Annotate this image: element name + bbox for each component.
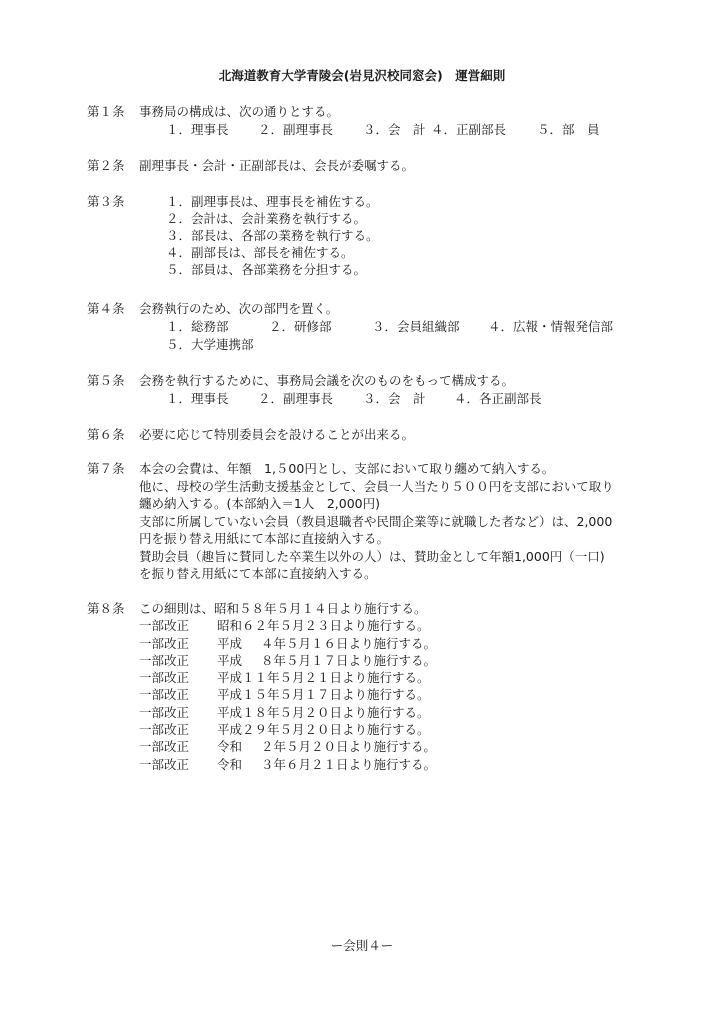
item-list (87, 318, 684, 336)
list-item: １．理事長 (166, 391, 229, 406)
revision-row (139, 686, 684, 703)
revision-row (139, 756, 684, 773)
item-list (87, 390, 684, 408)
article-line: 他に、母校の学生活動支援基金として、会員一人当たり５００円を支部において取り (139, 478, 614, 494)
list-item: ２．研修部 (269, 319, 332, 334)
revision-row (139, 617, 684, 634)
list-item: １．副理事長は、理事長を補佐する。 (166, 194, 379, 209)
revision-row (139, 635, 684, 652)
revision-label: 一部改正 (139, 739, 190, 755)
article-text: 会務執行のため、次の部門を置く。 (139, 301, 339, 316)
article-text: 事務局の構成は、次の通りとする。 (139, 104, 340, 119)
revision-list (87, 617, 684, 773)
list-item: ３．会 計 (363, 391, 426, 406)
revision-date: ８年５月１７日より施行する。 (261, 652, 437, 668)
revision-row (139, 669, 684, 686)
revision-label: 一部改正 (139, 670, 190, 686)
article-number: 第２条 (87, 158, 125, 173)
article-line: 賛助会員（趣旨に賛同した卒業生以外の人）は、賛助金として年額1,000円（一口) (139, 548, 605, 564)
revision-label: 一部改正 (139, 618, 190, 634)
article-line: 本会の会費は、年額 1,５00円とし、支部において取り纏めて納入する。 (139, 461, 555, 476)
revision-era: 令和 (217, 756, 243, 772)
article-4 (87, 300, 684, 354)
revision-row (139, 738, 684, 755)
article-6 (87, 426, 684, 444)
list-item: １．理事長 (166, 122, 229, 137)
article-line: を振り替え用紙にて本部に直接納入する。 (139, 566, 377, 581)
revision-date: 平成２９年５月２０日より施行する。 (217, 722, 430, 738)
article-text: この細則は、昭和５８年５月１４日より施行する。 (139, 601, 427, 616)
revision-label: 一部改正 (139, 687, 190, 703)
article-number: 第３条 (87, 194, 125, 209)
article-number: 第７条 (87, 461, 125, 476)
page-title: 北海道教育大学青陵会(岩見沢校同窓会) 運営細則 (218, 68, 506, 83)
article-5 (87, 372, 684, 408)
list-item: ３．会員組織部 (372, 319, 460, 334)
list-item: ３．部長は、各部の業務を執行する。 (166, 228, 379, 243)
article-line: 支部に所属していない会員（教員退職者や民間企業等に就職した者など）は、2,000 (139, 513, 613, 529)
revision-date: ３年６月２１日より施行する。 (261, 756, 437, 772)
revision-date: 平成１５年５月１７日より施行する。 (217, 687, 430, 703)
item-list (139, 193, 379, 278)
list-item: ５．部員は、各部業務を分担する。 (166, 262, 367, 277)
article-2 (87, 157, 684, 175)
revision-row (139, 721, 684, 738)
revision-row (139, 704, 684, 721)
revision-label: 一部改正 (139, 722, 190, 738)
list-item: ４．各正副部長 (454, 391, 542, 406)
article-8 (87, 600, 684, 773)
list-item: ２．副理事長 (258, 122, 334, 137)
list-item: ４．広報・情報発信部 (488, 319, 614, 334)
article-text: 副理事長・会計・正副部長は、会長が委嘱する。 (139, 158, 415, 173)
article-text: 会務を執行するために、事務局会議を次のものをもって構成する。 (139, 373, 515, 388)
article-number: 第４条 (87, 301, 125, 316)
list-item: ２．会計は、会計業務を執行する。 (166, 211, 367, 226)
revision-label: 一部改正 (139, 652, 190, 668)
list-item: ５．大学連携部 (166, 337, 254, 352)
article-number: 第８条 (87, 601, 125, 616)
revision-era: 平成 (217, 635, 243, 651)
article-line: 纏め納入する。(本部納入＝1人 2,000円) (139, 496, 380, 511)
article-7 (87, 460, 684, 583)
item-list (87, 121, 684, 139)
article-body (139, 460, 614, 583)
article-number: 第１条 (87, 104, 125, 119)
revision-date: 平成１１年５月２１日より施行する。 (217, 670, 430, 686)
list-item: ５．部 員 (537, 122, 600, 137)
revision-date: 平成１８年５月２０日より施行する。 (217, 704, 430, 720)
list-item: １．総務部 (166, 319, 229, 334)
article-number: 第６条 (87, 427, 125, 442)
list-item: ４．副部長は、部長を補佐する。 (166, 245, 354, 260)
revision-row (139, 652, 684, 669)
article-3 (87, 193, 684, 278)
revision-date: ４年５月１６日より施行する。 (261, 635, 437, 651)
revision-date: 昭和６２年５月２３日より施行する。 (217, 618, 430, 634)
revision-era: 令和 (217, 739, 243, 755)
article-line: 円を振り替え用紙にて本部に直接納入する。 (139, 531, 390, 546)
list-item: ３．会 計 (363, 122, 426, 137)
revision-era: 平成 (217, 652, 243, 668)
revision-label: 一部改正 (139, 756, 190, 772)
revision-date: ２年５月２０日より施行する。 (261, 739, 437, 755)
article-number: 第５条 (87, 373, 125, 388)
list-item: ２．副理事長 (258, 391, 334, 406)
list-item: ４．正副部長 (431, 122, 507, 137)
revision-label: 一部改正 (139, 704, 190, 720)
article-text: 必要に応じて特別委員会を設けることが出来る。 (139, 427, 415, 442)
page-number: ー会則４ー (330, 938, 394, 953)
article-1 (87, 103, 684, 139)
revision-label: 一部改正 (139, 635, 190, 651)
